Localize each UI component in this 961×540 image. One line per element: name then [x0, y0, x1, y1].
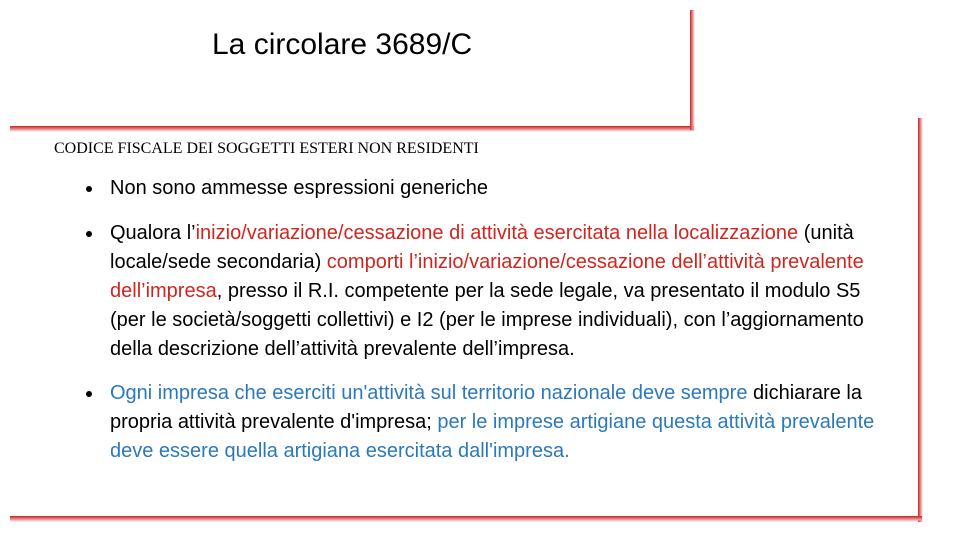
slide-title: La circolare 3689/C	[212, 28, 473, 61]
frame-line-bottom	[10, 516, 922, 522]
frame-line-right	[918, 118, 923, 522]
bullet-item	[84, 174, 896, 203]
bullet-text-highlight-blue: per le imprese artigiane questa attività prevalente deve essere quella artigiana esercitata dall'impresa.	[110, 411, 875, 462]
frame-line-vertical-top	[690, 10, 695, 130]
bullet-list	[84, 174, 896, 466]
slide-subtitle: CODICE FISCALE DEI SOGGETTI ESTERI NON RESIDENTI	[54, 140, 479, 157]
frame-line-top	[10, 126, 694, 132]
bullet-text-part: dichiarare la propria attività prevalente d'impresa;	[110, 382, 862, 433]
bullet-text-highlight-red: inizio/variazione/cessazione di attività esercitata nella localizzazione	[195, 222, 799, 244]
bullet-item	[84, 379, 896, 466]
bullet-dot-icon	[86, 231, 92, 237]
bullet-dot-icon	[86, 186, 92, 192]
bullet-text-part: , presso il R.I. competente per la sede legale, va presentato il modulo S5 (per le società/soggetti collettivi) e I2 (per le imprese individuali), con l’aggiornamento della descrizione dell’attività prevalente dell’impresa.	[110, 280, 864, 360]
bullet-text-highlight-blue: Ogni impresa che eserciti un'attività sul territorio nazionale deve sempre	[110, 382, 748, 404]
bullet-item	[84, 219, 896, 364]
bullet-dot-icon	[86, 391, 92, 397]
bullet-text-highlight-red: comporti l’inizio/variazione/cessazione dell’attività prevalente dell’impresa	[110, 251, 864, 302]
bullet-text-part: (unità locale/sede secondaria)	[110, 222, 854, 273]
bullet-text: Non sono ammesse espressioni generiche	[110, 177, 488, 199]
bullet-text-part: Qualora l’	[110, 222, 196, 244]
